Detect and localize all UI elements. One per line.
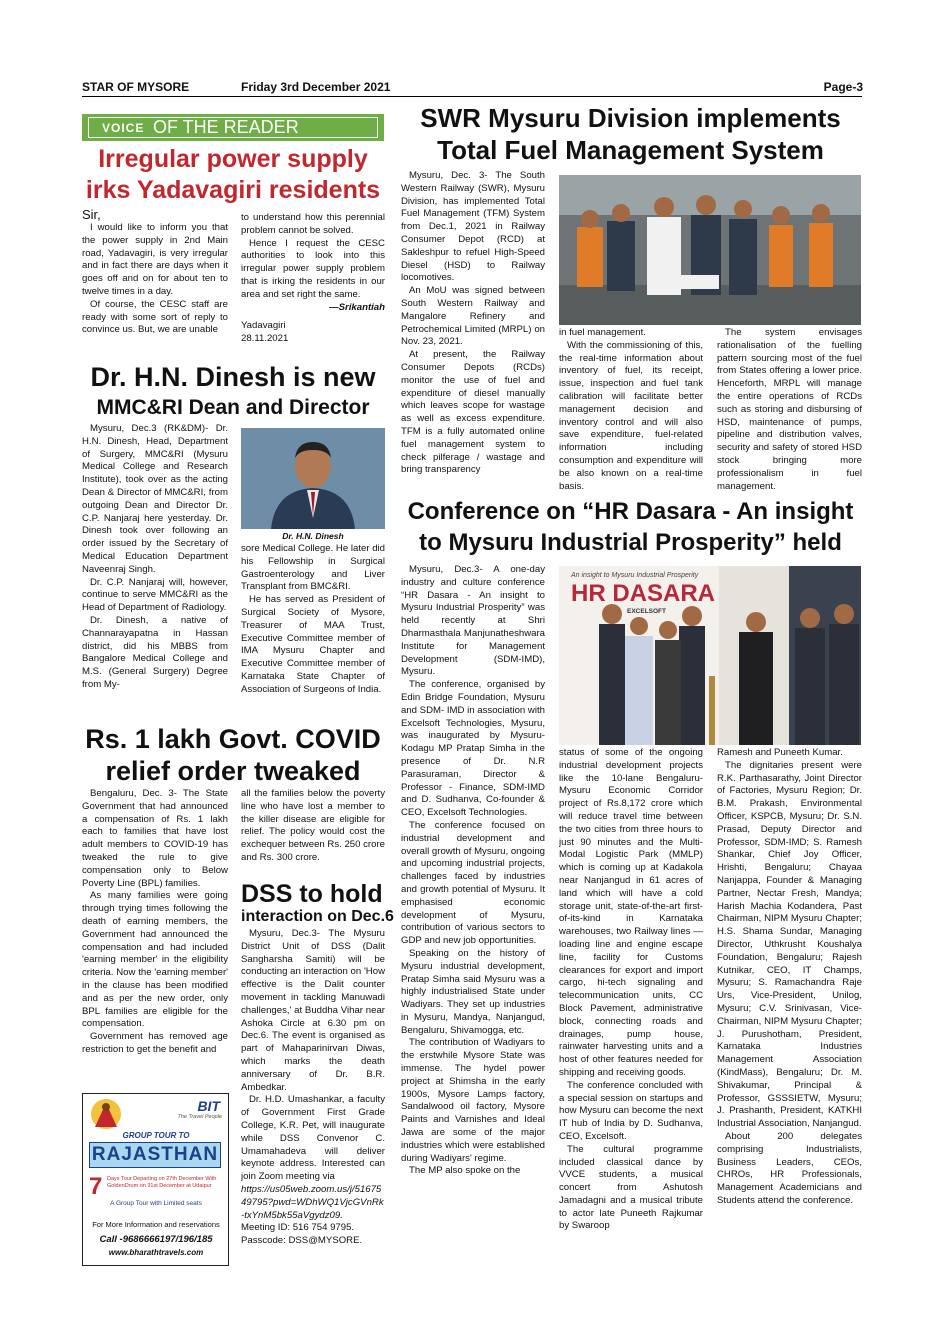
dss-meeting-id: Meeting ID: 516 754 9795.	[241, 1222, 355, 1234]
hr-para: The contribution of Wadiyars to the erstwhile Mysore State was immense. The hydel power project at Shimsha in the early 1900s, Mysore Lamps factory, Sandalwood oil factory, Mysore Paints and Varnishes and Ideal Jawa are some of the major industries which were established during Wadiyars' regime.	[401, 1037, 545, 1164]
ad-destination: RAJASTHAN	[89, 1142, 221, 1168]
paper-name: STAR OF MYSORE	[82, 80, 190, 94]
voice-para: I would like to inform you that the power supply in 2nd Main road, Yadavagiri, is very irregular and in fact there are days when it goes off and on for about ten to twelve times in a day.	[82, 222, 228, 297]
dinesh-caption: Dr. H.N. Dinesh	[282, 531, 344, 541]
ad-brand: BIT	[197, 1098, 220, 1114]
dinesh-para: He has served as President of Surgical Society of Mysore, Treasurer of MAA Trust, Executive Committee member of IMA Mysuru Chapter and Executive Committee member of Karnataka State Chapter of Association of Surgeons of India.	[241, 594, 385, 695]
dss-col	[241, 928, 385, 1268]
hr-para: The dignitaries present were R.K. Parthasarathy, Joint Director of Factories, Mysuru Region; Dr. B.M. Prakash, Environmental Officer, KSPCB, Mysuru; Dr. S.N. Prasad, Deputy Director and Professor, SDM-IMD; S. Ramesh Shankar, Chief Joy Officer, Hrishti, Bengaluru; Chayaa Nanjappa, Founder & Managing Partner, Nectar Fresh, Mandya; Harish Machia Kodandera, Past Chairman, NIPM Mysuru Chapter; H.S. Shama Sundar, Managing Director, Uthkrusht Koushalya Foundation, Bengaluru; Rajesh Kutnikar, CEO, IT Champs, Mysuru; S. Ramachandra Raje Urs, Vice-President, Unilog, Mysuru; C.V. Srinivasan, Vice-Chairman, NIPM Mysuru Chapter; J. Purushotham, President, Karnataka Industries Management Association (KindMass), Bengaluru; Dr. M. Shivakumar, Principal & Professor, GSSSIETW, Mysuru; J. Prashanth, President, KATKHI Industrial Association, Nanjangud.	[717, 759, 862, 1130]
hr-photo-small: An insight to Mysuru Industrial Prosperity	[571, 572, 699, 579]
covid-headline-2: relief order tweaked	[105, 756, 361, 786]
covid-para: Bengaluru, Dec. 3- The State Government that had announced a compensation of Rs. 1 lakh each to families that have lost adult members to COVID-19 has tweaked the rule to give compensation only to Below Poverty Line (BPL) families.	[82, 788, 228, 889]
hr-col-1	[401, 564, 545, 1269]
hr-photo-sponsor: EXCELSOFT	[627, 608, 667, 615]
ad-info: For More Information and reservations	[92, 1220, 220, 1229]
covid-col-2	[241, 788, 385, 874]
voice-para: to understand how this perennial problem cannot be solved.	[241, 212, 385, 236]
hr-para: The cultural programme included classical dance by VVCE students, a musical concert from Ashutosh Jamadagni and a musical tribute to actor late Puneeth Rajkumar by Swaroop	[559, 1143, 703, 1232]
swr-col-1	[401, 170, 545, 495]
voice-banner	[82, 114, 384, 141]
swr-para: Mysuru, Dec. 3- The South Western Railway (SWR), Mysuru Division, has implemented Total Fuel Management (TFM) System from Dec.1, 2021 in Railway Consumer Depot (RCD) at Sakleshpur to refuel High-Speed Diesel (HSD) to Railway locomotives.	[401, 170, 545, 284]
ad-note: A Group Tour with Limited seats	[110, 1200, 202, 1207]
hr-para: The conference, organised by Edin Bridge Foundation, Mysuru and SDM- IMD in association with Excelsoft Technologies, Mysuru, was inaugurated by Mysuru-Kodagu MP Pratap Simha in the presence of Dr. N.R Parasuraman, Director & Professor - Finance, SDM-IMD and D. Sudhanva, Co-founder & CEO, Excelsoft Technologies.	[401, 679, 545, 819]
dss-headline-2: interaction on Dec.6	[241, 908, 394, 925]
dinesh-portrait	[241, 428, 385, 529]
hr-photo	[559, 566, 861, 745]
swr-para: With the commissioning of this, the real-time information about inventory of fuel, its receipt, issue, inspection and fuel tank calibration will facilitate better management decision and inventory control and will also save expenditure, fuel-related information including consumption and expenditure will be also known on a real-time basis.	[559, 339, 703, 492]
swr-headline-1: SWR Mysuru Division implements	[420, 103, 841, 133]
issue-date: Friday 3rd December 2021	[241, 80, 391, 94]
covid-col-1	[82, 788, 228, 1088]
swr-para: At present, the Railway Consumer Depots (RCDs) monitor the use of fuel and expenditure of diesel manually which leaves scope for wastage as well as excess expenditure. TFM is a fully automated online fuel management system to check pilferage / wastage and bring transparency	[401, 349, 545, 476]
dinesh-para: Mysuru, Dec.3 (RK&DM)- Dr. H.N. Dinesh, Head, Department of Surgery, MMC&RI (Mysuru Medical College and Research Institute), took over as the acting Dean & Director of MMC&RI, from outgoing Dean and Director Dr. C.P. Nanjaraj here yesterday. Dr. Dinesh took over following an order issued by the Secretary of Medical Education Department Naveenraj Singh.	[82, 423, 228, 575]
hr-para: status of some of the ongoing industrial development projects like the 10-lane Bengaluru-Mysuru Economic Corridor project of Rs.8,172 crore which will reduce travel time between the two cities from three hours to just 90 minutes and the Multi-Modal Logistic Park (MMLP) which is coming up at Kadakola near Nanjangud in 61 acres of land which will have a cold storage unit, state-of-the-art first-of-its-kind in Karnataka warehouses, two Railway lines — loading line and engine escape line, facility for Customs clearances for export and import cargo, hi-tech signaling and telecommunication units, CC Block Pavement, administrative block, connecting roads and drainages, pump house, rainwater harvesting units and a host of other features needed for shipping and receiving goods.	[559, 747, 703, 1078]
letter-signature: —Srikantiah	[329, 301, 385, 313]
dss-zoom-link[interactable]: https://us05web.zoom.us/j/5167549795?pwd=WDhWQ1VjcGVnRk-txYnM5bk55aVgydz09.	[241, 1183, 384, 1221]
swr-headline-2: Total Fuel Management System	[437, 135, 824, 165]
voice-para: Hence I request the CESC authorities to look into this irregular power supply problem that is irking the residents in our area and set right the same.	[241, 237, 385, 300]
dinesh-para: Dr. Dinesh, a native of Channarayapatna in Hassan district, did his MBBS from Bangalore Medical College and M.S. (General Surgery) Degree from My-	[82, 614, 228, 690]
voice-headline-2: irks Yadavagiri residents	[85, 176, 381, 204]
swr-para: in fuel management.	[559, 327, 646, 338]
voice-salutation: Sir,	[82, 208, 101, 222]
voice-kicker: VOICE	[102, 121, 145, 135]
ad-website[interactable]: www.bharathtravels.com	[108, 1248, 204, 1257]
covid-para: all the families below the poverty line who have lost a member to the killer disease are eligible for relief. The policy would cost the exchequer between Rs. 250 crore and Rs. 300 crore.	[241, 788, 385, 863]
hr-para: About 200 delegates comprising Industrialists, Business Leaders, CEOs, CHROs, HR Professionals, Management Academicians and Students attend the conference.	[717, 1130, 862, 1206]
ad-days: 7	[89, 1173, 103, 1200]
hr-para: Speaking on the history of Mysuru industrial development, Pratap Simha said Mysuru was a highly industrialised State under Wadiyars. They set up industries in Mysuru, Mandya, Nanjangud, Bengaluru, Shivamogga, etc.	[401, 947, 545, 1036]
dinesh-col-1	[82, 423, 228, 723]
dinesh-col-2	[241, 543, 385, 723]
swr-para: An MoU was signed between South Western Railway and Mangalore Refinery and Petrochemical Limited (MRPL) on Nov. 23, 2021.	[401, 285, 545, 348]
swr-col-3	[717, 327, 862, 495]
covid-headline-1: Rs. 1 lakh Govt. COVID	[85, 724, 381, 754]
dinesh-portrait-art	[241, 428, 385, 529]
dss-passcode: Passcode: DSS@MYSORE.	[241, 1235, 363, 1247]
dinesh-headline-2: MMC&RI Dean and Director	[96, 396, 370, 419]
swr-para: The system envisages rationalisation of the fuelling pattern sourcing most of the fuel from States offering a lower price. Henceforth, MRPL will manage the entire operations of RCDs such as storing and disbursing of HSD, maintenance of pumps, pipeline and distribution valves, security and safety of stored HSD stock bringing more professionalism in fuel management.	[717, 327, 862, 492]
hr-para: Mysuru, Dec.3- A one-day industry and culture conference “HR Dasara - An insight to Mysuru Industrial Prosperity” was held recently at Shri Dharmasthala Manjunatheshwara Institute for Management Development (SDM-IMD), Mysuru.	[401, 564, 545, 678]
covid-para: Government has removed age restriction to get the benefit and	[82, 1031, 228, 1055]
hr-para: The MP also spoke on the	[409, 1165, 521, 1177]
voice-col-1	[82, 208, 228, 356]
hr-photo-big: HR DASARA	[571, 580, 715, 607]
ad-banner: GROUP TOUR TO	[97, 1130, 215, 1142]
hr-col-2	[559, 747, 703, 1269]
hr-col-3	[717, 747, 862, 1269]
dss-para: Dr. H.D. Umashankar, a faculty of Government First Grade College, K.R. Pet, will inaugurate while DSS Convenor C. Umamahadeva will deliver keynote address. Interested can join Zoom meeting via	[241, 1094, 385, 1183]
hr-para: Ramesh and Puneeth Kumar.	[717, 747, 843, 758]
hr-headline-2: to Mysuru Industrial Prosperity” held	[419, 529, 842, 556]
dinesh-para: Dr. C.P. Nanjaraj will, however, continue to serve MMC&RI as the Head of Department of Radiology.	[82, 576, 228, 614]
letter-place: Yadavagiri	[241, 320, 286, 332]
dinesh-para: sore Medical College. He later did his Fellowship in Surgical Gastroenterology and Liver Transplant from BMC&RI.	[241, 543, 385, 593]
dss-headline-1: DSS to hold	[241, 880, 383, 908]
ad-phone: Call -9686666197/196/185	[99, 1234, 213, 1245]
dinesh-headline-1: Dr. H.N. Dinesh is new	[90, 362, 376, 392]
voice-headline-1: Irregular power supply	[98, 145, 368, 173]
covid-para: As many families were going through trying times following the death of earning members, the Government had announced the compensation and had included 'earning member' in the eligibility criteria. Now the 'earning member' in the clause has been modified and as per the new order, only BPL families are eligible for the compensation.	[82, 890, 228, 1030]
ad-tagline: The Travel People	[177, 1114, 222, 1120]
swr-photo-art	[559, 175, 861, 325]
ad-dancer-icon	[87, 1097, 125, 1131]
hr-para: The conference concluded with a special session on startups and how Mysuru can become the next IT hub of India by D. Sudhanva, CEO, Excelsoft.	[559, 1079, 703, 1142]
hr-headline-1: Conference on “HR Dasara - An insight	[407, 498, 854, 525]
page-number: Page-3	[823, 80, 863, 94]
voice-title: OF THE READER	[153, 117, 299, 137]
ad-dates: Days Tour Departing on 27th December With GoldenDrum on 31st December at Udaipur	[107, 1176, 217, 1189]
voice-col-2	[241, 212, 385, 358]
letter-date: 28.11.2021	[241, 333, 289, 345]
swr-col-2	[559, 327, 703, 495]
travel-ad[interactable]	[82, 1093, 229, 1266]
dss-para: Mysuru, Dec.3- The Mysuru District Unit of DSS (Dalit Sangharsha Samiti) will be conducting an interaction on 'How effective is the Dalit counter movement in tackling Manuwadi challenges,' at Buddha Vihar near Ashoka Circle at 6.30 pm on Dec.6. The event is organised as part of Mahaparinirvan Diwas, which marks the death anniversary of Dr. B.R. Ambedkar.	[241, 928, 385, 1093]
hr-para: The conference focused on industrial development and overall growth of Mysuru, ongoing and upcoming industrial projects, challenges faced by industries and growth potential of Mysuru. It emphasised economic development of Mysuru, contribution of various sectors to GDP and new job opportunities.	[401, 819, 545, 947]
header-rule	[82, 96, 862, 97]
swr-photo	[559, 175, 861, 325]
voice-para: Of course, the CESC staff are ready with some sort of reply to convince us. But, we are unable	[82, 298, 228, 336]
